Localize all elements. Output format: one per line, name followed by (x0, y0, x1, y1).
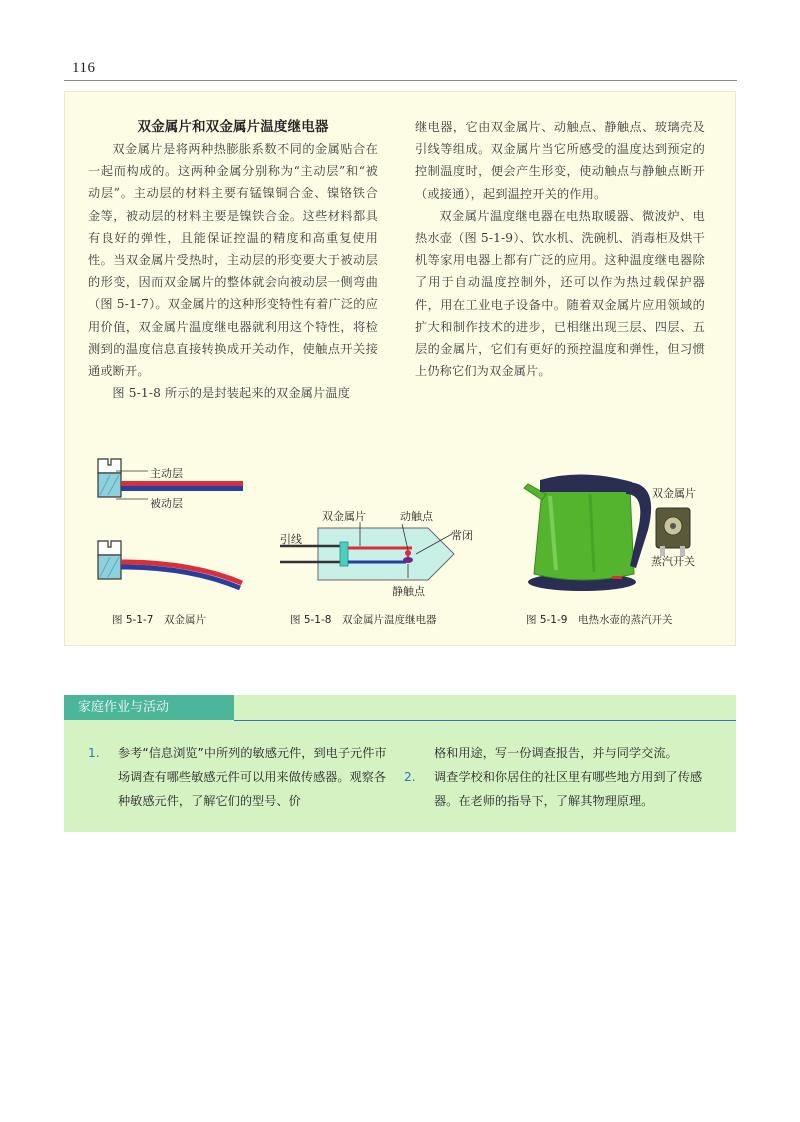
label-kettle-bimetal: 双金属片 (652, 487, 696, 500)
activity-item-number: 1. (88, 746, 100, 760)
activity-item-text: 参考“信息浏览”中所列的敏感元件，到电子元件市场调查有哪些敏感元件可以用来做传感器。观察各种敏感元件，了解它们的型号、价 (118, 746, 387, 808)
article-paragraph: 双金属片是将两种热膨胀系数不同的金属贴合在一起而构成的。这两种金属分别称为“主动层”和“被动层”。主动层的材料主要有锰镍铜合金、镍铬铁合金等，被动层的材料主要是镍铁合金。这些材料都具有良好的弹性，且能保证控温的精度和高重复使用性。当双金属片受热时，主动层的形变要大于被动层的形变，因而双金属片的整体就会向被动层一侧弯曲（图 5-1-7）。双金属片的这种形变特性有着广泛的应用价值，双金属片温度继电器就利用这个特性，将检测到的温度信息直接转换成开关动作，使触点开关接通或断开。 (88, 142, 378, 379)
label-normally-closed: 常闭 (451, 529, 473, 542)
figure-caption: 图 5-1-8 双金属片温度继电器 (290, 614, 437, 626)
strip-base (340, 542, 348, 566)
figure-caption: 图 5-1-7 双金属片 (112, 614, 206, 626)
label-moving-contact: 动触点 (400, 510, 433, 523)
article-paragraph: 图 5-1-8 所示的是封装起来的双金属片温度 (112, 386, 351, 401)
label-steam-switch: 蒸汽开关 (651, 555, 695, 568)
figure-caption: 图 5-1-9 电热水壶的蒸汽开关 (526, 614, 673, 626)
bent-strip (98, 541, 242, 588)
activity-right-column (404, 741, 720, 813)
steam-switch (656, 508, 690, 556)
label-lead-wire: 引线 (280, 533, 302, 546)
page-number: 116 (72, 60, 96, 76)
activity-item-continued (404, 741, 720, 765)
label-passive-layer: 被动层 (150, 497, 183, 510)
activity-heading: 家庭作业与活动 (64, 695, 234, 720)
active-layer (121, 481, 243, 486)
passive-layer (121, 486, 243, 491)
label-static-contact: 静触点 (392, 585, 425, 598)
article-paragraph: 继电器，它由双金属片、动触点、静触点、玻璃壳及引线等组成。双金属片当它所感受的温度达到预定的控制温度时，便会产生形变，使动触点与静触点断开（或接通），起到温控开关的作用。 (415, 120, 705, 201)
article-left-column (88, 116, 378, 404)
section-title: 双金属片和双金属片温度继电器 (137, 119, 329, 135)
glass-shell (318, 528, 454, 580)
indicator-light (612, 576, 622, 579)
activity-item-text: 格和用途，写一份调查报告，并与同学交流。 (434, 746, 678, 760)
activity-item (88, 741, 388, 813)
activity-item-number: 2. (404, 770, 416, 784)
header-rule (64, 80, 737, 81)
label-bimetal: 双金属片 (322, 510, 366, 523)
label-active-layer: 主动层 (150, 467, 183, 480)
kettle-illustration (520, 460, 720, 595)
article-paragraph: 双金属片温度继电器在电热取暖器、微波炉、电热水壶（图 5-1-9）、饮水机、洗碗机、消毒柜及烘干机等家用电器上都有广泛的应用。这种温度继电器除了用于自动温度控制外，还可以作为热过载保护器件，用在工业电子设备中。随着双金属片应用领域的扩大和制作技术的进步，已相继出现三层、四层、五层的金属片，它们有更好的预控温度和弹性，但习惯上仍称它们为双金属片。 (415, 208, 705, 379)
relay-diagram (278, 520, 478, 588)
activity-rule (234, 720, 736, 721)
activity-item-text: 调查学校和你居住的社区里有哪些地方用到了传感器。在老师的指导下，了解其物理原理。 (434, 770, 703, 808)
article-right-column (415, 116, 705, 382)
activity-item (404, 765, 720, 813)
moving-contact (405, 550, 411, 556)
activity-left-column (88, 741, 388, 813)
static-contact (403, 557, 413, 563)
clamp-top (98, 541, 121, 555)
kettle-lid (540, 474, 632, 492)
